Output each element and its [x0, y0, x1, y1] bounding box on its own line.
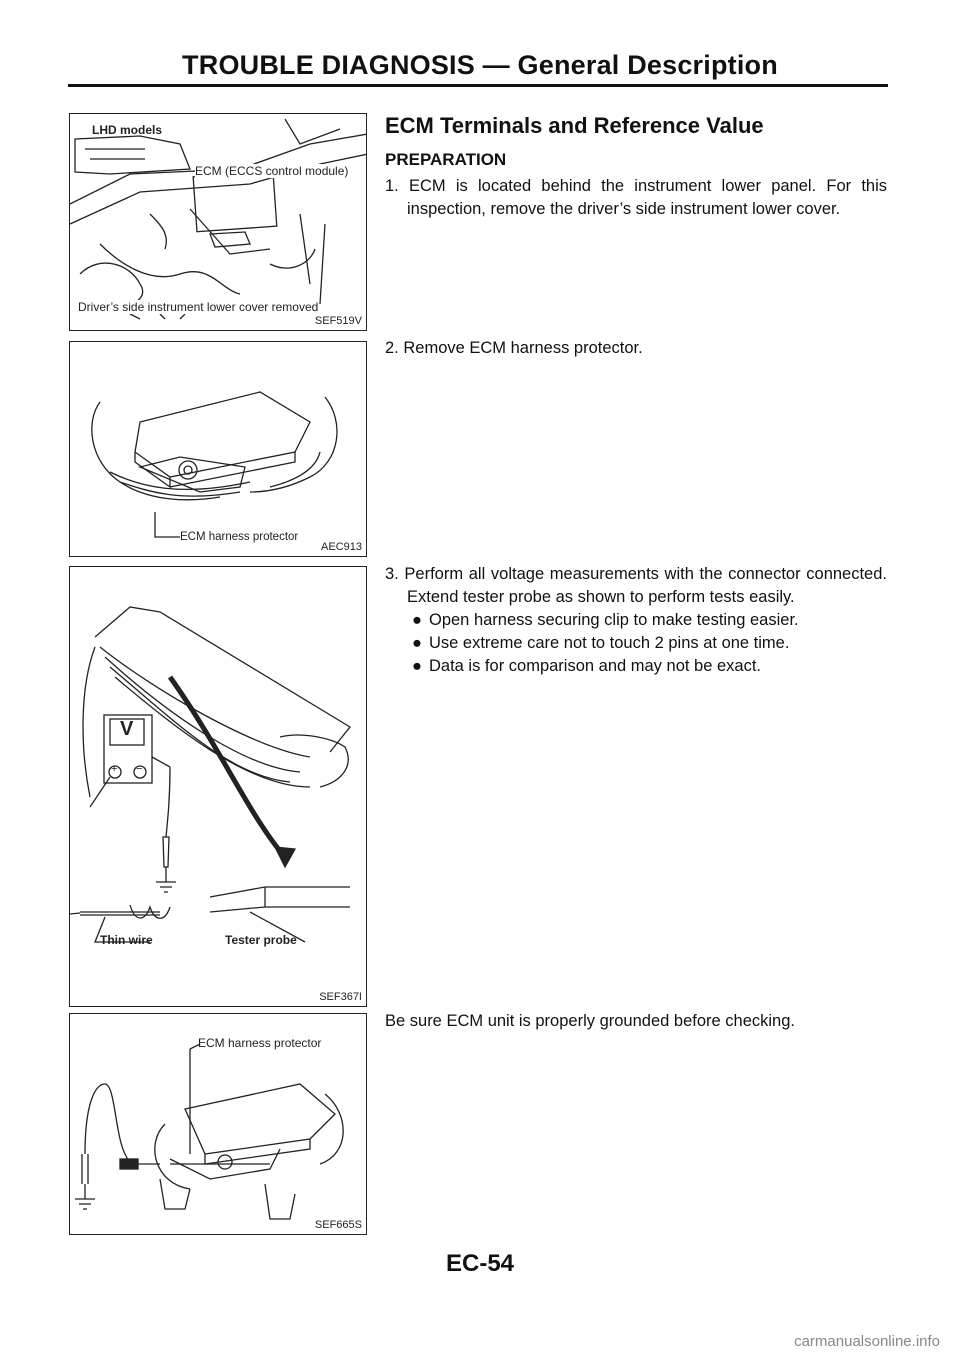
figure-label-lhd-models: LHD models — [92, 123, 163, 137]
grounding-note: Be sure ECM unit is properly grounded before checking. — [385, 1012, 795, 1030]
step-1 — [385, 175, 887, 221]
bullet-item — [407, 632, 887, 655]
figure-code: AEC913 — [321, 541, 362, 553]
figure-label-harness-protector: ECM harness protector — [198, 1036, 322, 1050]
step-2 — [385, 337, 887, 360]
step-number: 3. — [385, 565, 399, 583]
figure-label-minus: − — [136, 763, 143, 775]
bullet-text: Data is for comparison and may not be exact. — [429, 657, 761, 675]
figure-label-thin-wire: Thin wire — [100, 933, 153, 947]
step-text: Perform all voltage measurements with the connector connected. Extend tester probe as shown to perform tests easily. — [404, 565, 887, 606]
figure-code: SEF519V — [314, 315, 362, 327]
figure-tester-probe — [69, 566, 367, 1007]
bullet-glyph: ● — [412, 634, 422, 652]
bullet-item — [407, 655, 887, 678]
step-text: Remove ECM harness protector. — [403, 339, 643, 357]
figure-label-ecm-module: ECM (ECCS control module) — [195, 164, 349, 178]
figure-harness-protector — [69, 341, 367, 557]
bullet-text: Use extreme care not to touch 2 pins at one time. — [429, 634, 790, 652]
step-number: 1. — [385, 177, 399, 195]
bullet-glyph: ● — [412, 657, 422, 675]
figure-label-voltmeter: V — [120, 718, 134, 740]
figure-label-cover-removed: Driver’s side instrument lower cover removed — [78, 300, 319, 314]
watermark: carmanualsonline.info — [794, 1333, 940, 1350]
bullet-glyph: ● — [412, 611, 422, 629]
figure-label-tester-probe: Tester probe — [225, 933, 297, 947]
step-text: ECM is located behind the instrument lower panel. For this inspection, remove the driver’s side instrument lower cover. — [407, 177, 887, 218]
page-code: EC-54 — [445, 1250, 515, 1277]
figure-label-harness-protector: ECM harness protector — [180, 531, 299, 543]
figure-ecm-location-drawing — [70, 114, 367, 331]
figure-label-plus: + — [111, 763, 118, 775]
section-subheading: PREPARATION — [385, 150, 507, 169]
figure-harness-protector-drawing — [70, 342, 367, 557]
step-3-block — [385, 563, 887, 678]
page-header-title: TROUBLE DIAGNOSIS — General Description — [182, 50, 778, 80]
figure-ground-check — [69, 1013, 367, 1235]
header-rule — [68, 84, 888, 87]
figure-code: SEF367I — [319, 991, 362, 1003]
section-intro — [385, 112, 887, 221]
step-3 — [385, 563, 887, 609]
figure-code: SEF665S — [314, 1219, 362, 1231]
section-title: ECM Terminals and Reference Value — [385, 113, 764, 138]
note-block — [385, 1010, 887, 1033]
step-number: 2. — [385, 339, 399, 357]
bullet-text: Open harness securing clip to make testing easier. — [429, 611, 799, 629]
figure-ecm-location — [69, 113, 367, 331]
step-2-block — [385, 337, 887, 360]
bullet-item — [407, 609, 887, 632]
